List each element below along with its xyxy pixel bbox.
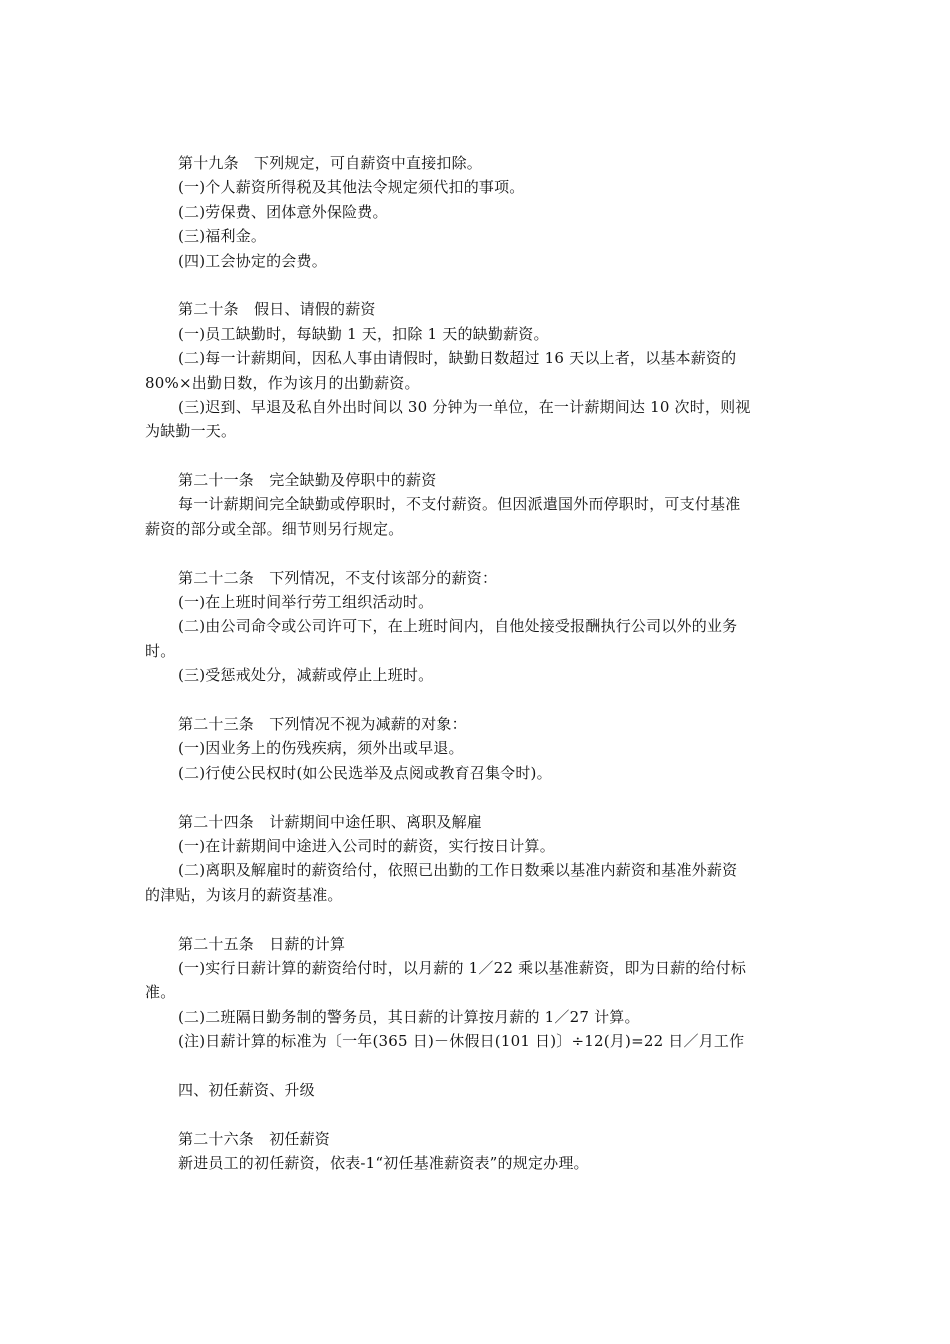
paragraph-gap <box>145 273 805 297</box>
article-20-heading: 第二十条 假日、请假的薪资 <box>178 300 376 319</box>
paragraph-gap <box>145 785 805 809</box>
paragraph-gap <box>145 444 805 468</box>
article-25-item-1-line-2: 准。 <box>145 983 176 1002</box>
article-25-heading: 第二十五条 日薪的计算 <box>178 934 346 953</box>
article-26-heading: 第二十六条 初任薪资 <box>178 1129 331 1148</box>
article-22-item-2-line-1: (二)由公司命令或公司许可下，在上班时间内，自他处接受报酬执行公司以外的业务 <box>178 617 738 636</box>
paragraph-gap <box>145 688 805 712</box>
article-19-item-3: (三)福利金。 <box>178 227 267 246</box>
article-24-item-1: (一)在计薪期间中途进入公司时的薪资，实行按日计算。 <box>178 836 555 855</box>
article-19-item-2: (二)劳保费、团体意外保险费。 <box>178 202 388 221</box>
article-19-heading: 第十九条 下列规定，可自薪资中直接扣除。 <box>178 154 483 172</box>
chapter-4-heading: 四、初任薪资、升级 <box>178 1080 315 1099</box>
article-20-item-2-line-1: (二)每一计薪期间，因私人事由请假时，缺勤日数超过 16 天以上者，以基本薪资的 <box>178 349 737 368</box>
article-25-note: (注)日薪计算的标准为〔一年(365 日)－休假日(101 日)〕÷12(月)=22 日／月工作 <box>178 1032 745 1051</box>
article-24-item-2-line-2: 的津贴，为该月的薪资基准。 <box>145 885 343 904</box>
article-22-item-3: (三)受惩戒处分，减薪或停止上班时。 <box>178 666 434 685</box>
article-21-text-line-1: 每一计薪期间完全缺勤或停职时，不支付薪资。但因派遣国外而停职时，可支付基准 <box>178 495 741 514</box>
paragraph-gap <box>145 541 805 565</box>
article-19-item-4: (四)工会协定的会费。 <box>178 251 327 270</box>
article-20-item-1: (一)员工缺勤时，每缺勤 1 天，扣除 1 天的缺勤薪资。 <box>178 324 549 343</box>
article-25-item-2: (二)二班隔日勤务制的警务员，其日薪的计算按月薪的 1／27 计算。 <box>178 1007 640 1026</box>
article-23-heading: 第二十三条 下列情况不视为减薪的对象： <box>178 714 467 733</box>
article-22-item-1: (一)在上班时间举行劳工组织活动时。 <box>178 593 434 612</box>
article-24-heading: 第二十四条 计薪期间中途任职、离职及解雇 <box>178 812 483 831</box>
article-22-heading: 第二十二条 下列情况，不支付该部分的薪资： <box>178 568 498 587</box>
document-page <box>145 151 805 1175</box>
paragraph-gap <box>145 1053 805 1077</box>
article-23-item-2: (二)行使公民权时(如公民选举及点阅或教育召集令时)。 <box>178 763 552 782</box>
article-19-item-1: (一)个人薪资所得税及其他法令规定须代扣的事项。 <box>178 178 525 197</box>
article-23-item-1: (一)因业务上的伤残疾病，须外出或早退。 <box>178 739 464 758</box>
article-21-text-line-2: 薪资的部分或全部。细节则另行规定。 <box>145 519 404 538</box>
article-21-heading: 第二十一条 完全缺勤及停职中的薪资 <box>178 471 437 490</box>
article-24-item-2-line-1: (二)离职及解雇时的薪资给付，依照已出勤的工作日数乘以基准内薪资和基准外薪资 <box>178 861 738 880</box>
article-20-item-2-line-2: 80%×出勤日数，作为该月的出勤薪资。 <box>145 373 420 392</box>
article-20-item-3-line-1: (三)迟到、早退及私自外出时间以 30 分钟为一单位，在一计薪期间达 10 次时，则视 <box>178 397 751 416</box>
article-22-item-2-line-2: 时。 <box>145 641 176 660</box>
paragraph-gap <box>145 1102 805 1126</box>
article-25-item-1-line-1: (一)实行日薪计算的薪资给付时，以月薪的 1／22 乘以基准薪资，即为日薪的给付标 <box>178 958 747 977</box>
article-26-text: 新进员工的初任薪资，依表-1“初任基准薪资表”的规定办理。 <box>178 1154 589 1173</box>
article-20-item-3-line-2: 为缺勤一天。 <box>145 422 237 441</box>
paragraph-gap <box>145 907 805 931</box>
